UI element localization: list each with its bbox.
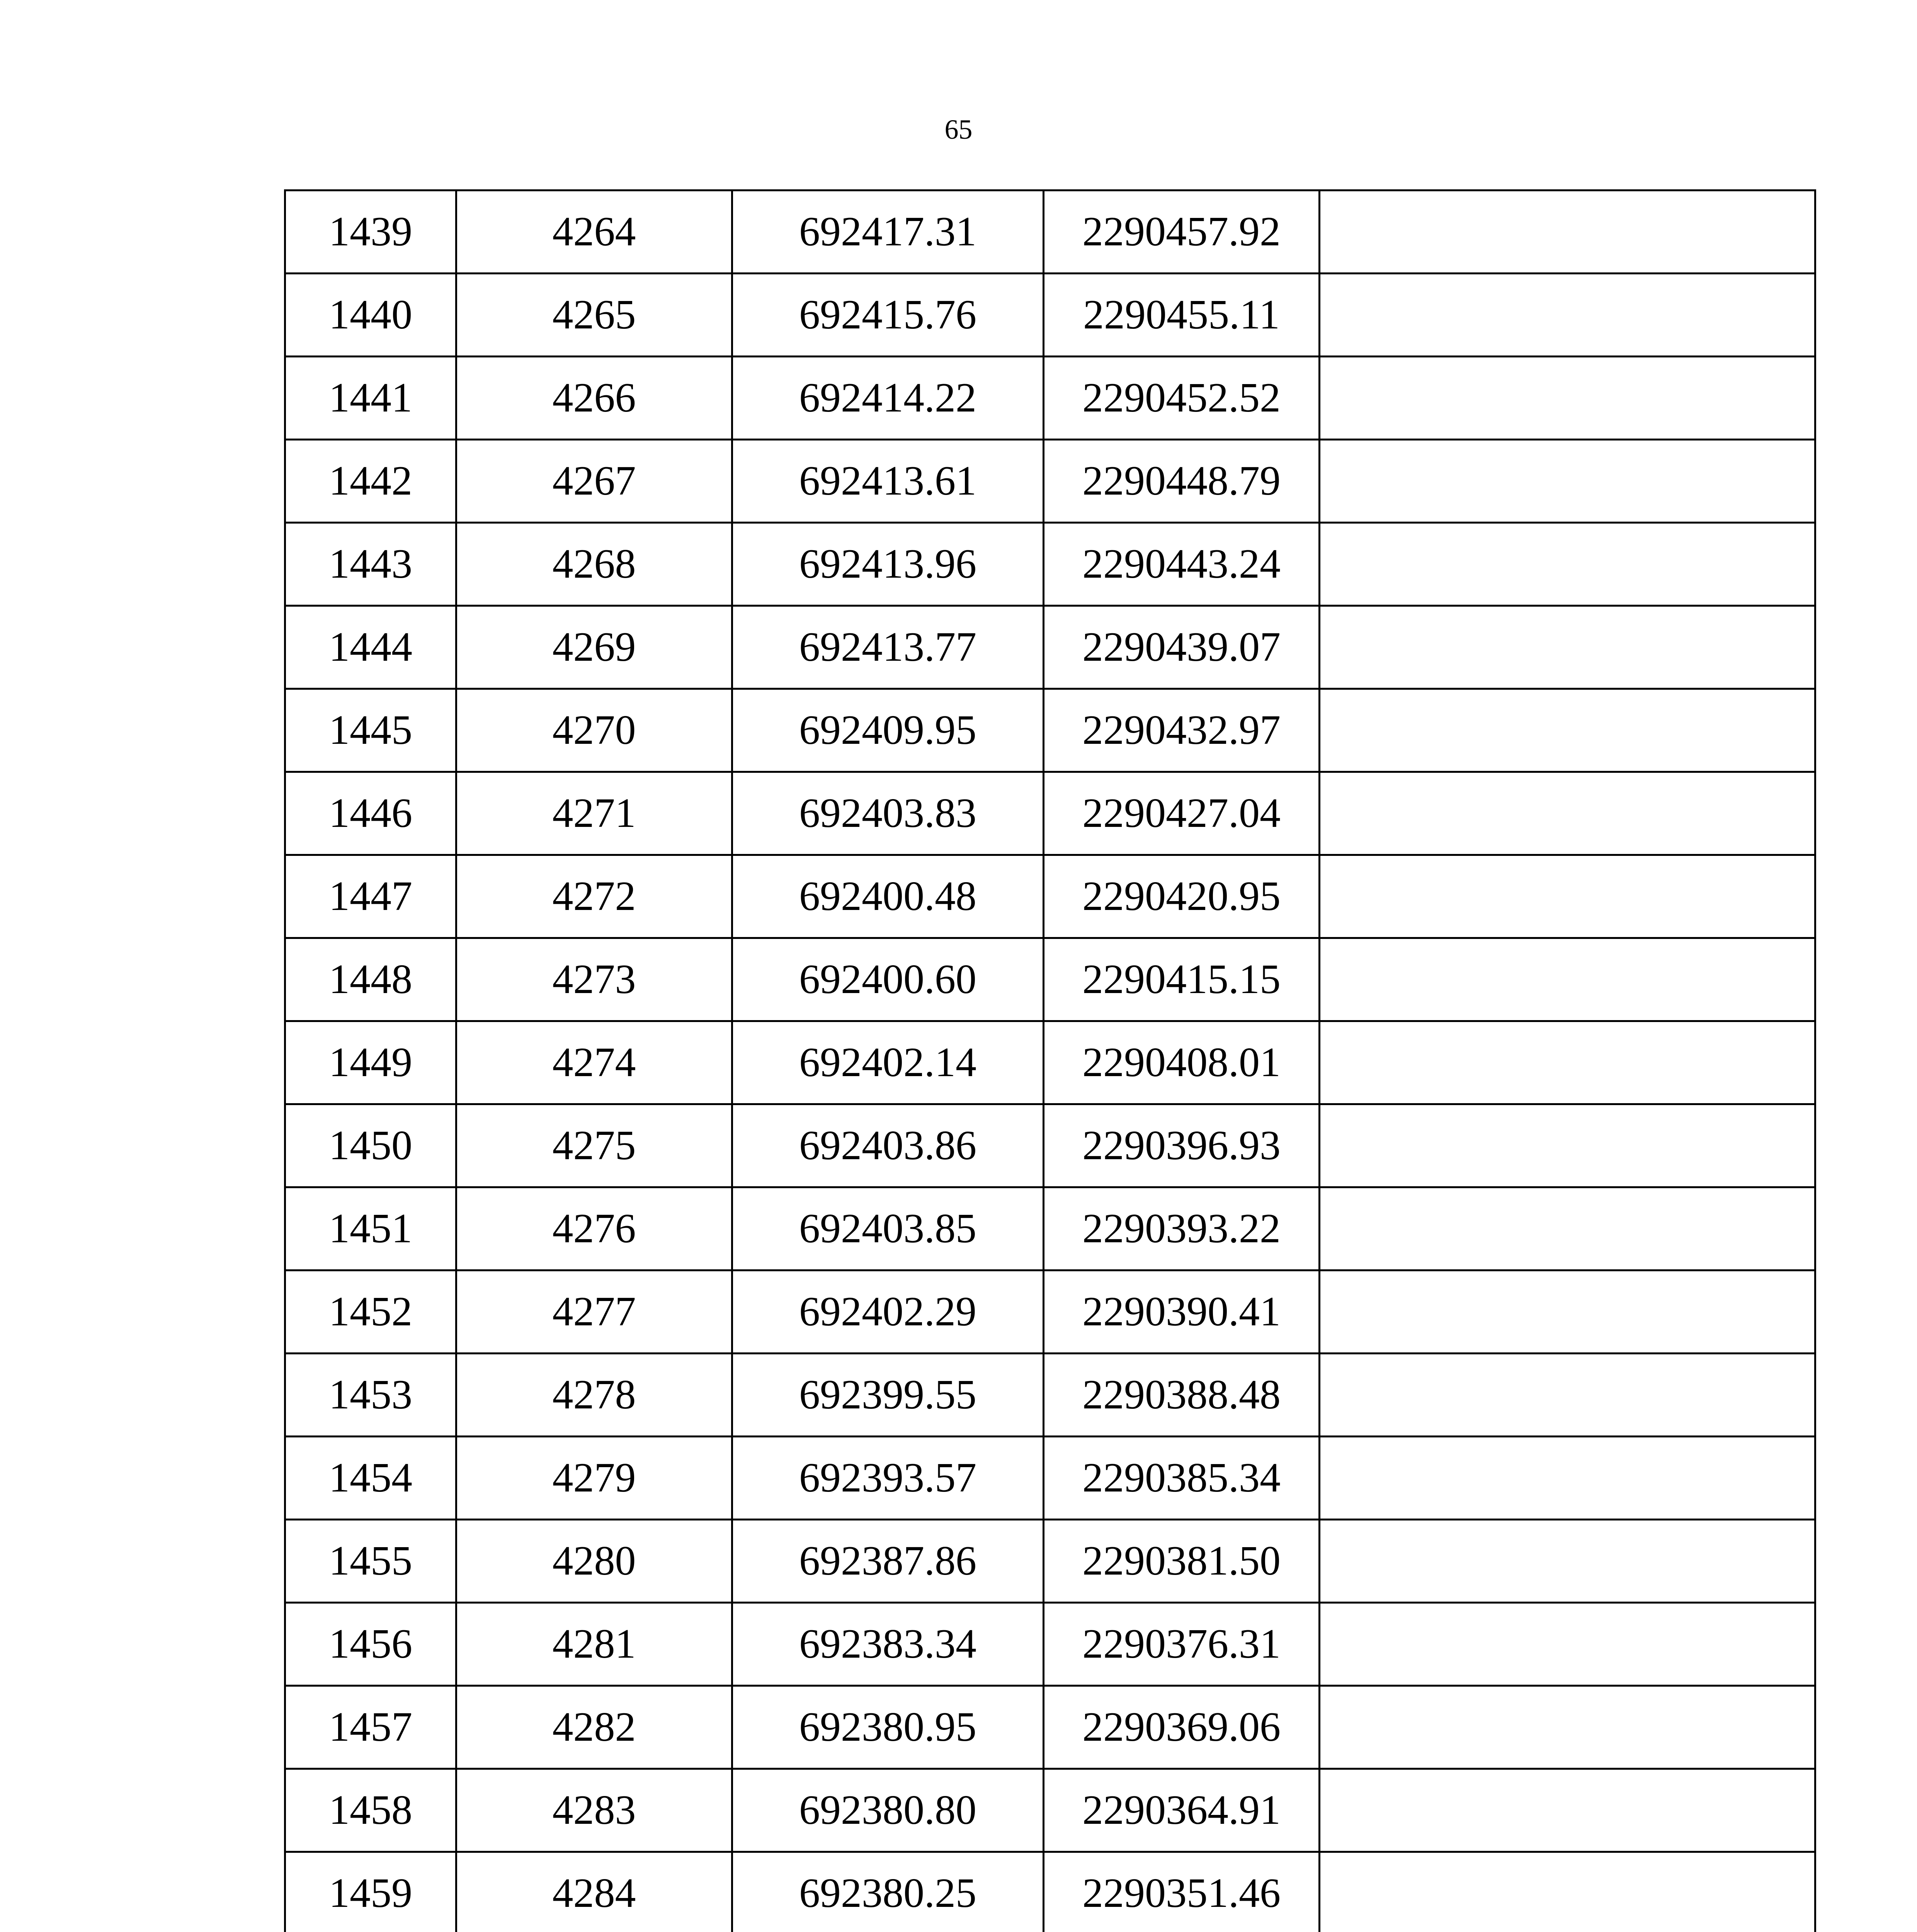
y-coordinate-cell: 2290390.41 [1044, 1270, 1320, 1354]
index-cell: 1441 [285, 357, 456, 440]
point-id-cell: 4281 [456, 1603, 732, 1686]
y-coordinate-cell: 2290427.04 [1044, 772, 1320, 855]
table-row [285, 1686, 1815, 1769]
index-cell: 1453 [285, 1354, 456, 1437]
note-cell [1320, 606, 1815, 689]
y-coordinate-cell: 2290393.22 [1044, 1187, 1320, 1270]
x-coordinate-cell: 692403.83 [732, 772, 1044, 855]
note-cell [1320, 440, 1815, 523]
index-cell: 1440 [285, 274, 456, 357]
table-row [285, 440, 1815, 523]
note-cell [1320, 190, 1815, 274]
point-id-cell: 4275 [456, 1104, 732, 1187]
point-id-cell: 4267 [456, 440, 732, 523]
y-coordinate-cell: 2290369.06 [1044, 1686, 1320, 1769]
note-cell [1320, 523, 1815, 606]
note-cell [1320, 938, 1815, 1021]
point-id-cell: 4272 [456, 855, 732, 938]
table-row [285, 1187, 1815, 1270]
y-coordinate-cell: 2290408.01 [1044, 1021, 1320, 1104]
x-coordinate-cell: 692415.76 [732, 274, 1044, 357]
y-coordinate-cell: 2290432.97 [1044, 689, 1320, 772]
index-cell: 1450 [285, 1104, 456, 1187]
x-coordinate-cell: 692417.31 [732, 190, 1044, 274]
note-cell [1320, 1852, 1815, 1932]
x-coordinate-cell: 692403.86 [732, 1104, 1044, 1187]
index-cell: 1457 [285, 1686, 456, 1769]
y-coordinate-cell: 2290415.15 [1044, 938, 1320, 1021]
x-coordinate-cell: 692380.95 [732, 1686, 1044, 1769]
coordinates-table [284, 189, 1816, 1932]
point-id-cell: 4284 [456, 1852, 732, 1932]
point-id-cell: 4273 [456, 938, 732, 1021]
y-coordinate-cell: 2290381.50 [1044, 1520, 1320, 1603]
note-cell [1320, 1520, 1815, 1603]
y-coordinate-cell: 2290455.11 [1044, 274, 1320, 357]
note-cell [1320, 274, 1815, 357]
point-id-cell: 4280 [456, 1520, 732, 1603]
x-coordinate-cell: 692383.34 [732, 1603, 1044, 1686]
point-id-cell: 4279 [456, 1437, 732, 1520]
y-coordinate-cell: 2290452.52 [1044, 357, 1320, 440]
y-coordinate-cell: 2290457.92 [1044, 190, 1320, 274]
point-id-cell: 4268 [456, 523, 732, 606]
index-cell: 1456 [285, 1603, 456, 1686]
table-body [285, 190, 1815, 1932]
index-cell: 1439 [285, 190, 456, 274]
index-cell: 1452 [285, 1270, 456, 1354]
y-coordinate-cell: 2290364.91 [1044, 1769, 1320, 1852]
y-coordinate-cell: 2290351.46 [1044, 1852, 1320, 1932]
y-coordinate-cell: 2290396.93 [1044, 1104, 1320, 1187]
index-cell: 1455 [285, 1520, 456, 1603]
x-coordinate-cell: 692409.95 [732, 689, 1044, 772]
table-row [285, 1021, 1815, 1104]
y-coordinate-cell: 2290388.48 [1044, 1354, 1320, 1437]
point-id-cell: 4269 [456, 606, 732, 689]
point-id-cell: 4283 [456, 1769, 732, 1852]
index-cell: 1445 [285, 689, 456, 772]
note-cell [1320, 1021, 1815, 1104]
table-row [285, 772, 1815, 855]
point-id-cell: 4264 [456, 190, 732, 274]
x-coordinate-cell: 692380.25 [732, 1852, 1044, 1932]
point-id-cell: 4270 [456, 689, 732, 772]
point-id-cell: 4277 [456, 1270, 732, 1354]
x-coordinate-cell: 692413.61 [732, 440, 1044, 523]
index-cell: 1459 [285, 1852, 456, 1932]
x-coordinate-cell: 692403.85 [732, 1187, 1044, 1270]
y-coordinate-cell: 2290376.31 [1044, 1603, 1320, 1686]
table-row [285, 1603, 1815, 1686]
point-id-cell: 4282 [456, 1686, 732, 1769]
note-cell [1320, 1437, 1815, 1520]
note-cell [1320, 1187, 1815, 1270]
table-row [285, 1104, 1815, 1187]
y-coordinate-cell: 2290385.34 [1044, 1437, 1320, 1520]
note-cell [1320, 1769, 1815, 1852]
table-row [285, 1270, 1815, 1354]
index-cell: 1446 [285, 772, 456, 855]
x-coordinate-cell: 692414.22 [732, 357, 1044, 440]
index-cell: 1454 [285, 1437, 456, 1520]
table-row [285, 1437, 1815, 1520]
page-number: 65 [944, 114, 973, 145]
table-row [285, 1769, 1815, 1852]
index-cell: 1447 [285, 855, 456, 938]
note-cell [1320, 1104, 1815, 1187]
index-cell: 1444 [285, 606, 456, 689]
note-cell [1320, 1270, 1815, 1354]
index-cell: 1449 [285, 1021, 456, 1104]
index-cell: 1458 [285, 1769, 456, 1852]
note-cell [1320, 855, 1815, 938]
point-id-cell: 4276 [456, 1187, 732, 1270]
note-cell [1320, 1686, 1815, 1769]
note-cell [1320, 1603, 1815, 1686]
table-row [285, 855, 1815, 938]
y-coordinate-cell: 2290443.24 [1044, 523, 1320, 606]
y-coordinate-cell: 2290448.79 [1044, 440, 1320, 523]
x-coordinate-cell: 692413.96 [732, 523, 1044, 606]
table-row [285, 1354, 1815, 1437]
table-row [285, 357, 1815, 440]
x-coordinate-cell: 692402.29 [732, 1270, 1044, 1354]
note-cell [1320, 1354, 1815, 1437]
x-coordinate-cell: 692400.48 [732, 855, 1044, 938]
index-cell: 1451 [285, 1187, 456, 1270]
note-cell [1320, 772, 1815, 855]
x-coordinate-cell: 692413.77 [732, 606, 1044, 689]
x-coordinate-cell: 692399.55 [732, 1354, 1044, 1437]
index-cell: 1443 [285, 523, 456, 606]
y-coordinate-cell: 2290420.95 [1044, 855, 1320, 938]
point-id-cell: 4271 [456, 772, 732, 855]
table-row [285, 274, 1815, 357]
x-coordinate-cell: 692393.57 [732, 1437, 1044, 1520]
x-coordinate-cell: 692400.60 [732, 938, 1044, 1021]
index-cell: 1448 [285, 938, 456, 1021]
note-cell [1320, 357, 1815, 440]
table-row [285, 190, 1815, 274]
table-row [285, 523, 1815, 606]
table-row [285, 938, 1815, 1021]
x-coordinate-cell: 692387.86 [732, 1520, 1044, 1603]
y-coordinate-cell: 2290439.07 [1044, 606, 1320, 689]
point-id-cell: 4266 [456, 357, 732, 440]
x-coordinate-cell: 692380.80 [732, 1769, 1044, 1852]
table-row [285, 606, 1815, 689]
index-cell: 1442 [285, 440, 456, 523]
point-id-cell: 4278 [456, 1354, 732, 1437]
point-id-cell: 4274 [456, 1021, 732, 1104]
note-cell [1320, 689, 1815, 772]
table-row [285, 689, 1815, 772]
point-id-cell: 4265 [456, 274, 732, 357]
x-coordinate-cell: 692402.14 [732, 1021, 1044, 1104]
table-row [285, 1520, 1815, 1603]
table-row [285, 1852, 1815, 1932]
